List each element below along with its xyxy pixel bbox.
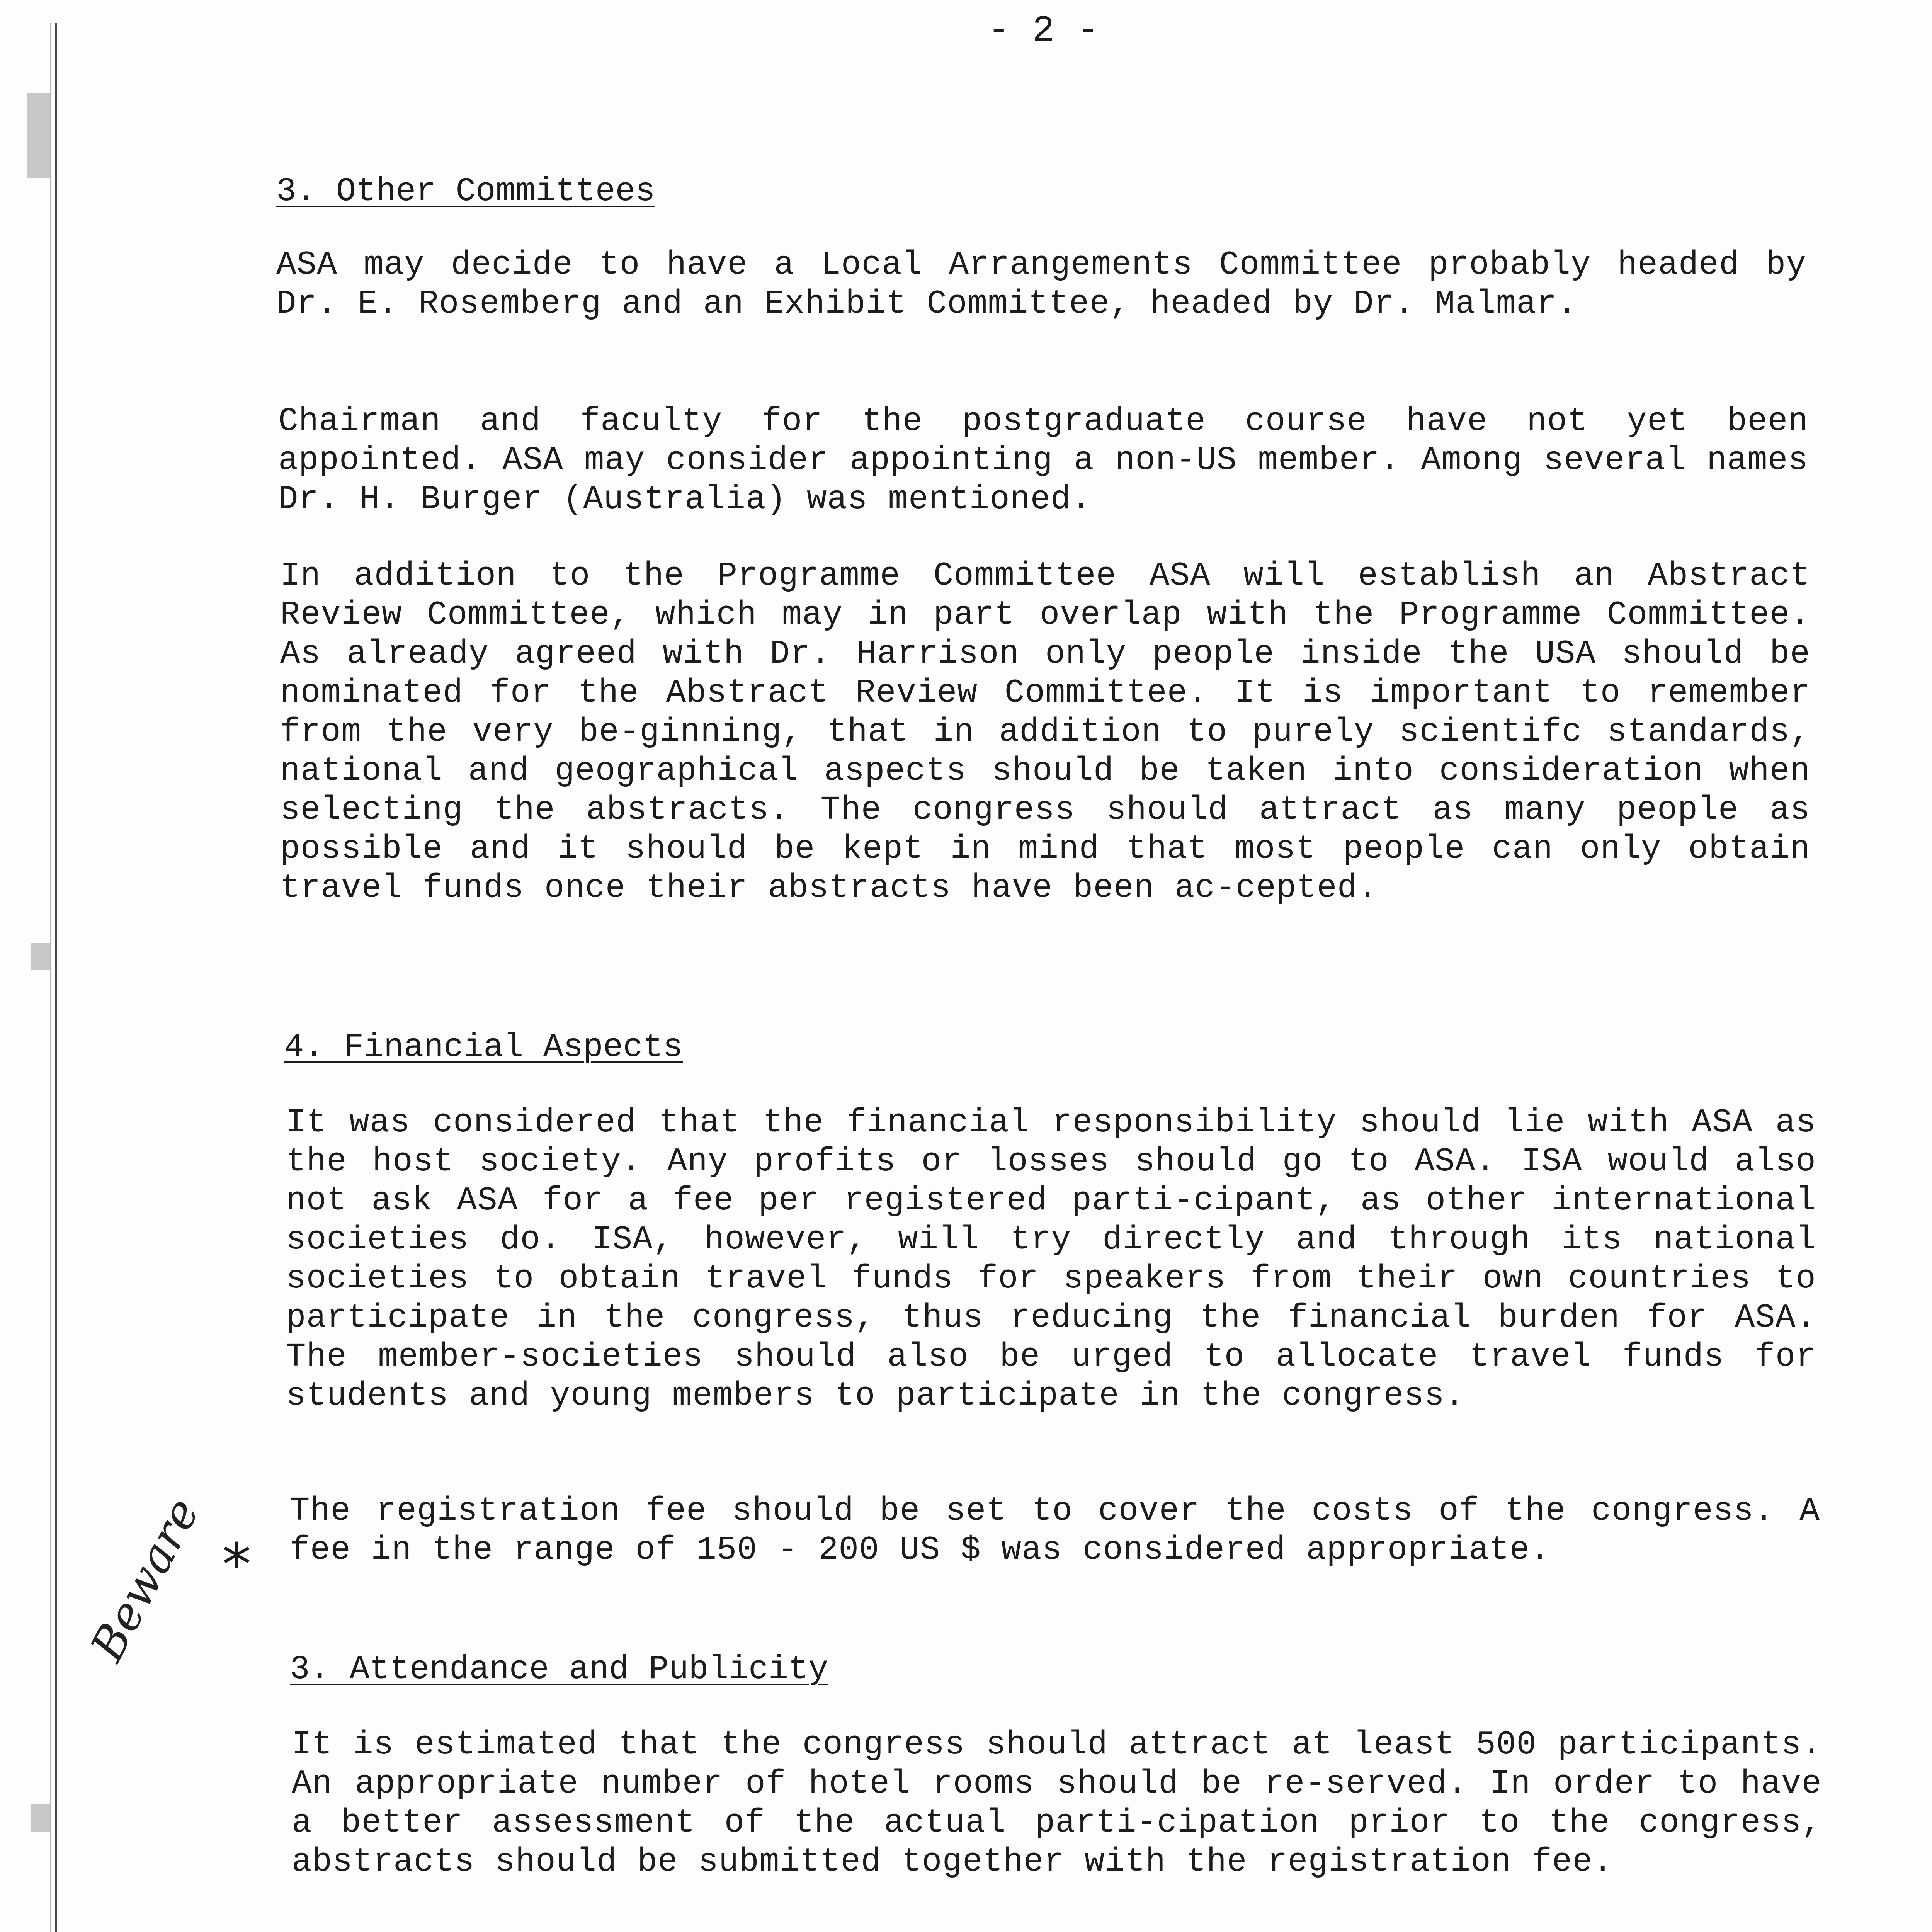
paragraph-registration-fee: The registration fee should be set to cover the costs of the congress. A fee in the range of 150 - 200 US $ was considered appropriate. xyxy=(290,1492,1820,1569)
section-heading-attendance-publicity: 3. Attendance and Publicity xyxy=(290,1650,828,1688)
paragraph-estimated-attendance: It is estimated that the congress should attract at least 500 participants. An appropriate number of hotel rooms should be re-served. In order to have a better assessment of the actual parti-cipation prior to the congress, abstracts should be submitted together with the registration fee. xyxy=(292,1726,1822,1881)
section-heading-financial-aspects: 4. Financial Aspects xyxy=(284,1028,683,1066)
scan-speck xyxy=(31,943,50,970)
paragraph-postgraduate-course: Chairman and faculty for the postgraduate course have not yet been appointed. ASA may consider appointing a non-US member. Among several names Dr. H. Burger (Australia) was mentioned. xyxy=(278,402,1808,518)
scan-speck xyxy=(31,1804,50,1832)
binding-edge-line xyxy=(55,23,57,1932)
page-number: - 2 - xyxy=(987,10,1099,52)
paragraph-financial-responsibility: It was considered that the financial responsibility should lie with ASA as the host society. Any profits or losses should go to ASA. ISA would also not ask ASA for a fee per registered parti-cipant, as other international societies do. ISA, however, will try directly and through its national societies to obtain travel funds for speakers from their own countries to participate in the congress, thus reducing the financial burden for ASA. The member-societies should also be urged to allocate travel funds for students and young members to participate in the congress. xyxy=(286,1104,1816,1415)
paragraph-local-arrangements: ASA may decide to have a Local Arrangements Committee probably headed by Dr. E. Rosemberg and an Exhibit Committee, headed by Dr. Malmar. xyxy=(276,246,1806,323)
handwritten-margin-note: Beware xyxy=(80,1489,210,1670)
asterisk-mark: * xyxy=(222,1531,251,1599)
section-heading-other-committees: 3. Other Committees xyxy=(276,172,655,210)
binding-edge-shadow xyxy=(50,23,51,1932)
scan-speck xyxy=(27,93,50,178)
paragraph-abstract-review: In addition to the Programme Committee ASA will establish an Abstract Review Committee, which may in part overlap with the Programme Committee. As already agreed with Dr. Harrison only people inside the USA should be nominated for the Abstract Review Committee. It is important to remember from the very be-ginning, that in addition to purely scientifc standards, national and geographical aspects should be taken into consideration when selecting the abstracts. The congress should attract as many people as possible and it should be kept in mind that most people can only obtain travel funds once their abstracts have been ac-cepted. xyxy=(280,557,1810,907)
